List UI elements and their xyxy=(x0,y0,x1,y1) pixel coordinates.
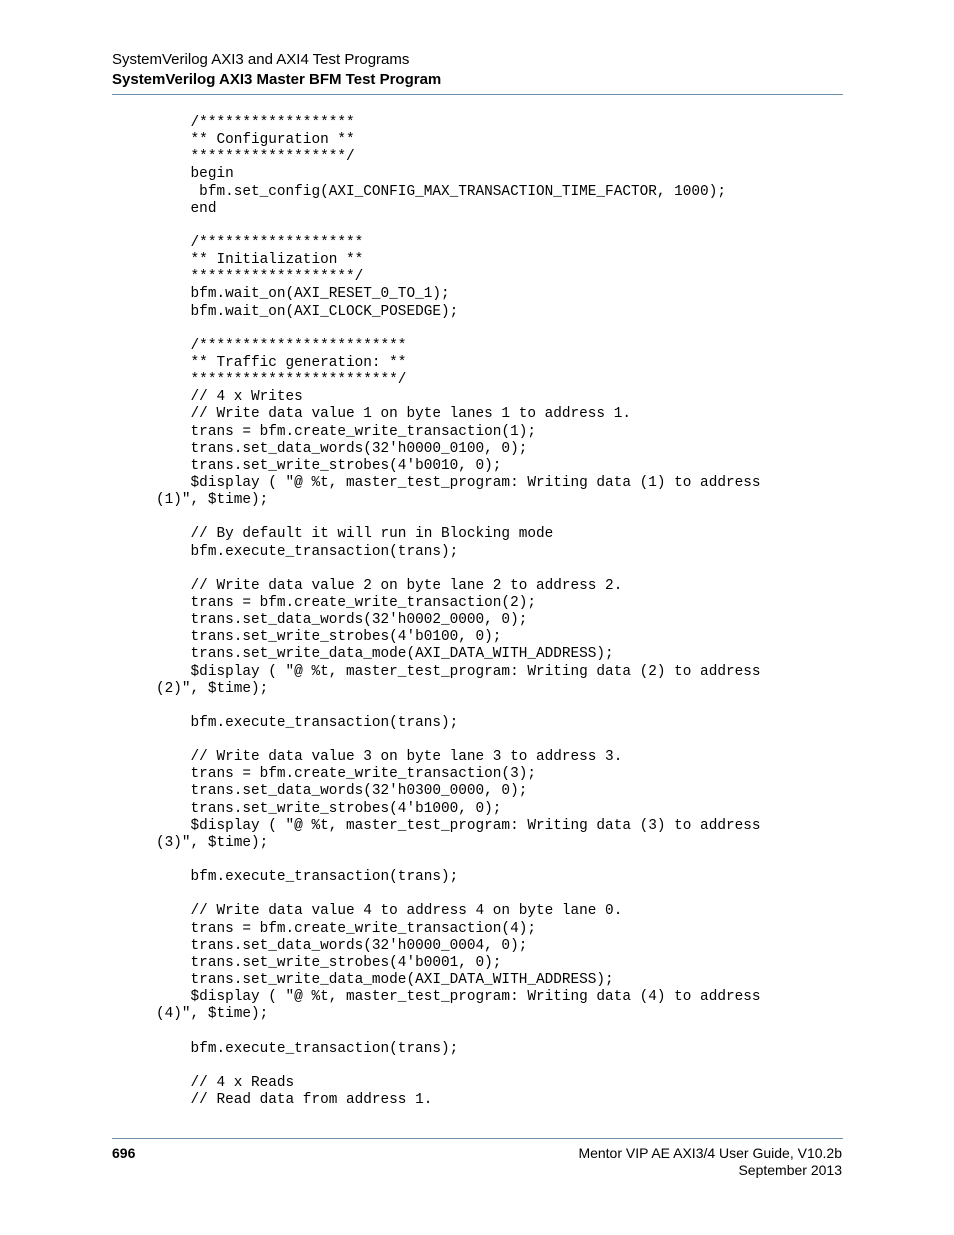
code-line: (4)", $time); xyxy=(156,1006,269,1023)
publication-date: September 2013 xyxy=(738,1162,842,1178)
code-line: // 4 x Reads xyxy=(156,1074,295,1091)
chapter-title: SystemVerilog AXI3 and AXI4 Test Programs xyxy=(112,51,410,68)
code-line: // Write data value 4 to address 4 on byte lane 0. xyxy=(156,903,623,920)
code-line: trans = bfm.create_write_transaction(4); xyxy=(156,920,536,937)
code-line: ** Initialization ** xyxy=(156,252,364,269)
section-title: SystemVerilog AXI3 Master BFM Test Program xyxy=(112,71,442,88)
code-line: trans.set_write_strobes(4'b0001, 0); xyxy=(156,954,502,971)
code-line: (3)", $time); xyxy=(156,834,269,851)
code-line xyxy=(156,886,761,903)
code-line: *******************/ xyxy=(156,269,364,286)
code-line: ** Configuration ** xyxy=(156,132,355,149)
code-line: bfm.execute_transaction(trans); xyxy=(156,543,459,560)
page-header xyxy=(112,50,843,90)
code-line: trans.set_write_strobes(4'b0100, 0); xyxy=(156,629,502,646)
page-number: 696 xyxy=(112,1145,136,1161)
code-line xyxy=(156,218,761,235)
code-line: // Read data from address 1. xyxy=(156,1092,433,1109)
code-line: ************************/ xyxy=(156,372,407,389)
code-line: trans.set_write_data_mode(AXI_DATA_WITH_ADDRESS); xyxy=(156,646,614,663)
code-line xyxy=(156,732,761,749)
code-line: end xyxy=(156,200,217,217)
code-line: trans = bfm.create_write_transaction(1); xyxy=(156,423,536,440)
code-line: trans.set_write_data_mode(AXI_DATA_WITH_ADDRESS); xyxy=(156,972,614,989)
code-line: bfm.wait_on(AXI_RESET_0_TO_1); xyxy=(156,286,450,303)
code-line: /************************ xyxy=(156,337,407,354)
code-line xyxy=(156,321,761,338)
code-line: /******************* xyxy=(156,234,364,251)
header-rule xyxy=(112,94,843,95)
code-line: // Write data value 1 on byte lanes 1 to address 1. xyxy=(156,406,631,423)
code-line xyxy=(156,852,761,869)
code-line: ** Traffic generation: ** xyxy=(156,354,407,371)
code-line: // Write data value 2 on byte lane 2 to address 2. xyxy=(156,577,623,594)
code-line: // By default it will run in Blocking mode xyxy=(156,526,554,543)
code-line: (2)", $time); xyxy=(156,680,269,697)
code-line xyxy=(156,561,761,578)
code-line: /****************** xyxy=(156,115,355,131)
code-line xyxy=(156,1023,761,1040)
code-line: trans.set_data_words(32'h0000_0100, 0); xyxy=(156,440,528,457)
footer-rule xyxy=(112,1138,843,1139)
code-listing xyxy=(156,115,761,1109)
code-line xyxy=(156,698,761,715)
code-line: // Write data value 3 on byte lane 3 to address 3. xyxy=(156,749,623,766)
code-line: bfm.execute_transaction(trans); xyxy=(156,714,459,731)
code-line: bfm.execute_transaction(trans); xyxy=(156,1040,459,1057)
code-line: begin xyxy=(156,166,234,183)
code-line: trans.set_data_words(32'h0002_0000, 0); xyxy=(156,612,528,629)
code-line: bfm.wait_on(AXI_CLOCK_POSEDGE); xyxy=(156,303,459,320)
code-line: trans.set_write_strobes(4'b0010, 0); xyxy=(156,457,502,474)
code-line xyxy=(156,1058,761,1075)
page-footer xyxy=(578,1145,842,1179)
code-line: // 4 x Writes xyxy=(156,389,303,406)
code-line: trans = bfm.create_write_transaction(2); xyxy=(156,594,536,611)
code-line: trans.set_data_words(32'h0000_0004, 0); xyxy=(156,937,528,954)
code-line: $display ( "@ %t, master_test_program: Writing data (1) to address xyxy=(156,474,761,491)
code-line: $display ( "@ %t, master_test_program: Writing data (4) to address xyxy=(156,989,761,1006)
code-line: $display ( "@ %t, master_test_program: Writing data (3) to address xyxy=(156,817,761,834)
code-line: bfm.set_config(AXI_CONFIG_MAX_TRANSACTION_TIME_FACTOR, 1000); xyxy=(156,183,726,200)
document-title: Mentor VIP AE AXI3/4 User Guide, V10.2b xyxy=(578,1145,842,1161)
code-line: bfm.execute_transaction(trans); xyxy=(156,869,459,886)
code-line xyxy=(156,509,761,526)
code-line: (1)", $time); xyxy=(156,492,269,509)
code-line: trans.set_data_words(32'h0300_0000, 0); xyxy=(156,783,528,800)
code-line: $display ( "@ %t, master_test_program: Writing data (2) to address xyxy=(156,663,761,680)
code-line: trans = bfm.create_write_transaction(3); xyxy=(156,766,536,783)
code-line: trans.set_write_strobes(4'b1000, 0); xyxy=(156,800,502,817)
code-line: ******************/ xyxy=(156,149,355,166)
